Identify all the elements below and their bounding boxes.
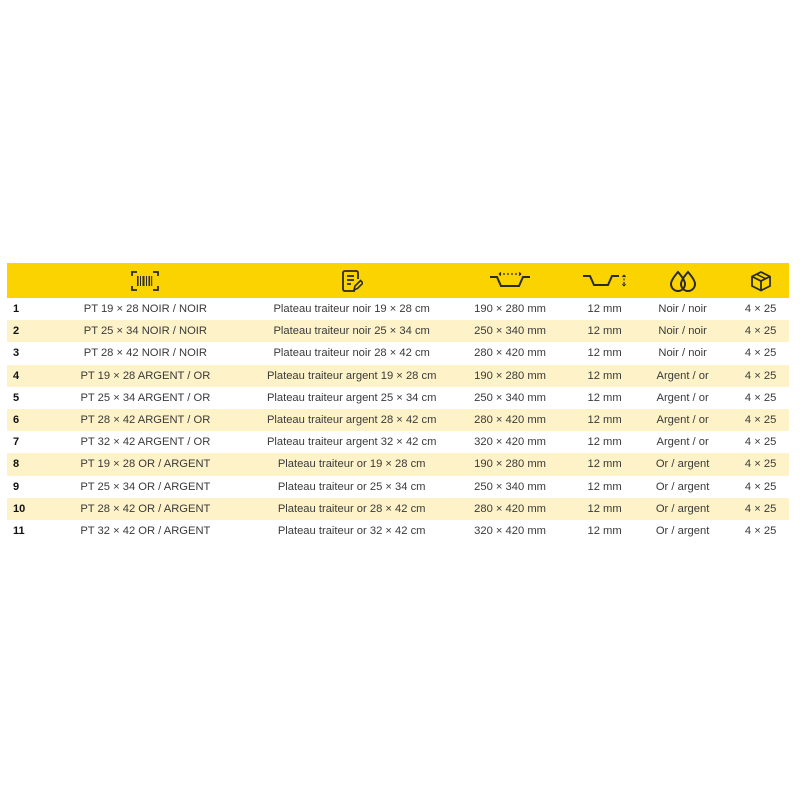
table-row	[7, 342, 789, 364]
tray-color: Or / argent	[655, 502, 710, 515]
header-packaging-cell	[732, 263, 789, 298]
table-row	[7, 409, 789, 431]
product-reference: PT 19 × 28 NOIR / NOIR	[83, 303, 207, 316]
tray-color: Argent / or	[656, 436, 709, 449]
product-description: Plateau traiteur or 28 × 42 cm	[277, 502, 426, 515]
row-number: 10	[13, 502, 26, 515]
package-box-icon	[750, 270, 772, 292]
header-color-cell	[633, 263, 732, 298]
table-row	[7, 476, 789, 498]
tray-dimensions: 320 × 420 mm	[474, 436, 546, 449]
product-reference: PT 25 × 34 NOIR / NOIR	[83, 325, 207, 338]
table-row	[7, 320, 789, 342]
packaging-quantity: 4 × 25	[744, 391, 777, 404]
product-reference: PT 28 × 42 OR / ARGENT	[80, 502, 211, 515]
tray-depth: 12 mm	[587, 347, 622, 360]
packaging-quantity: 4 × 25	[744, 414, 777, 427]
product-description: Plateau traiteur noir 28 × 42 cm	[273, 347, 430, 360]
tray-depth: 12 mm	[587, 458, 622, 471]
tray-depth: 12 mm	[587, 325, 622, 338]
header-depth-cell	[576, 263, 633, 298]
tray-dimensions: 280 × 420 mm	[474, 414, 546, 427]
tray-dimensions: 280 × 420 mm	[474, 502, 546, 515]
product-reference: PT 32 × 42 OR / ARGENT	[80, 524, 211, 537]
tray-color: Noir / noir	[658, 325, 707, 338]
colors-drops-icon	[668, 270, 698, 292]
tray-depth-icon	[582, 271, 628, 291]
packaging-quantity: 4 × 25	[744, 502, 777, 515]
tray-dimensions: 190 × 280 mm	[474, 369, 546, 382]
packaging-quantity: 4 × 25	[744, 369, 777, 382]
document-edit-icon	[341, 269, 363, 293]
tray-dimensions: 320 × 420 mm	[474, 524, 546, 537]
packaging-quantity: 4 × 25	[744, 325, 777, 338]
row-number: 9	[13, 480, 20, 493]
product-description: Plateau traiteur noir 19 × 28 cm	[273, 303, 430, 316]
tray-depth: 12 mm	[587, 303, 622, 316]
header-description-cell	[259, 263, 443, 298]
table-body	[7, 298, 789, 542]
tray-color: Noir / noir	[658, 347, 707, 360]
tray-color: Or / argent	[655, 524, 710, 537]
row-number: 11	[13, 524, 25, 537]
tray-depth: 12 mm	[587, 502, 622, 515]
product-reference: PT 25 × 34 ARGENT / OR	[80, 391, 211, 404]
packaging-quantity: 4 × 25	[744, 480, 777, 493]
packaging-quantity: 4 × 25	[744, 436, 777, 449]
product-reference: PT 28 × 42 NOIR / NOIR	[83, 347, 207, 360]
barcode-icon	[130, 270, 160, 292]
packaging-quantity: 4 × 25	[744, 347, 777, 360]
product-description: Plateau traiteur or 19 × 28 cm	[277, 458, 426, 471]
tray-color: Or / argent	[655, 458, 710, 471]
tray-dimensions: 250 × 340 mm	[474, 325, 546, 338]
product-description: Plateau traiteur noir 25 × 34 cm	[273, 325, 430, 338]
row-number: 5	[13, 391, 20, 404]
tray-dimensions: 280 × 420 mm	[474, 347, 546, 360]
tray-color: Noir / noir	[658, 303, 707, 316]
product-description: Plateau traiteur argent 32 × 42 cm	[266, 436, 437, 449]
table-row	[7, 365, 789, 387]
tray-color: Argent / or	[656, 414, 709, 427]
tray-dimensions: 190 × 280 mm	[474, 458, 546, 471]
table-row	[7, 520, 789, 542]
table-header	[7, 263, 789, 298]
packaging-quantity: 4 × 25	[744, 458, 777, 471]
tray-depth: 12 mm	[587, 391, 622, 404]
product-description: Plateau traiteur or 32 × 42 cm	[277, 524, 426, 537]
header-reference-cell	[43, 263, 259, 298]
product-table	[7, 263, 789, 542]
tray-color: Or / argent	[655, 480, 710, 493]
product-description: Plateau traiteur argent 28 × 42 cm	[266, 414, 437, 427]
table-row	[7, 453, 789, 475]
packaging-quantity: 4 × 25	[744, 524, 777, 537]
product-reference: PT 19 × 28 ARGENT / OR	[80, 369, 211, 382]
product-description: Plateau traiteur argent 19 × 28 cm	[266, 369, 437, 382]
product-reference: PT 25 × 34 OR / ARGENT	[80, 480, 211, 493]
row-number: 4	[13, 369, 20, 382]
tray-depth: 12 mm	[587, 524, 622, 537]
tray-color: Argent / or	[656, 391, 709, 404]
tray-dimensions: 250 × 340 mm	[474, 480, 546, 493]
packaging-quantity: 4 × 25	[744, 303, 777, 316]
tray-depth: 12 mm	[587, 414, 622, 427]
header-dimensions-cell	[444, 263, 576, 298]
row-number: 3	[13, 347, 20, 360]
product-reference: PT 32 × 42 ARGENT / OR	[80, 436, 211, 449]
table-row	[7, 498, 789, 520]
product-reference: PT 19 × 28 OR / ARGENT	[80, 458, 211, 471]
header-number-cell	[7, 263, 43, 298]
row-number: 7	[13, 436, 20, 449]
row-number: 1	[13, 303, 20, 316]
tray-dimensions: 190 × 280 mm	[474, 303, 546, 316]
tray-dimensions-icon	[489, 271, 531, 291]
tray-dimensions: 250 × 340 mm	[474, 391, 546, 404]
table-row	[7, 298, 789, 320]
product-description: Plateau traiteur or 25 × 34 cm	[277, 480, 426, 493]
product-description: Plateau traiteur argent 25 × 34 cm	[266, 391, 437, 404]
tray-depth: 12 mm	[587, 369, 622, 382]
table-row	[7, 387, 789, 409]
table-row	[7, 431, 789, 453]
product-reference: PT 28 × 42 ARGENT / OR	[80, 414, 211, 427]
row-number: 8	[13, 458, 20, 471]
tray-depth: 12 mm	[587, 436, 622, 449]
row-number: 2	[13, 325, 20, 338]
tray-depth: 12 mm	[587, 480, 622, 493]
tray-color: Argent / or	[656, 369, 709, 382]
row-number: 6	[13, 414, 20, 427]
